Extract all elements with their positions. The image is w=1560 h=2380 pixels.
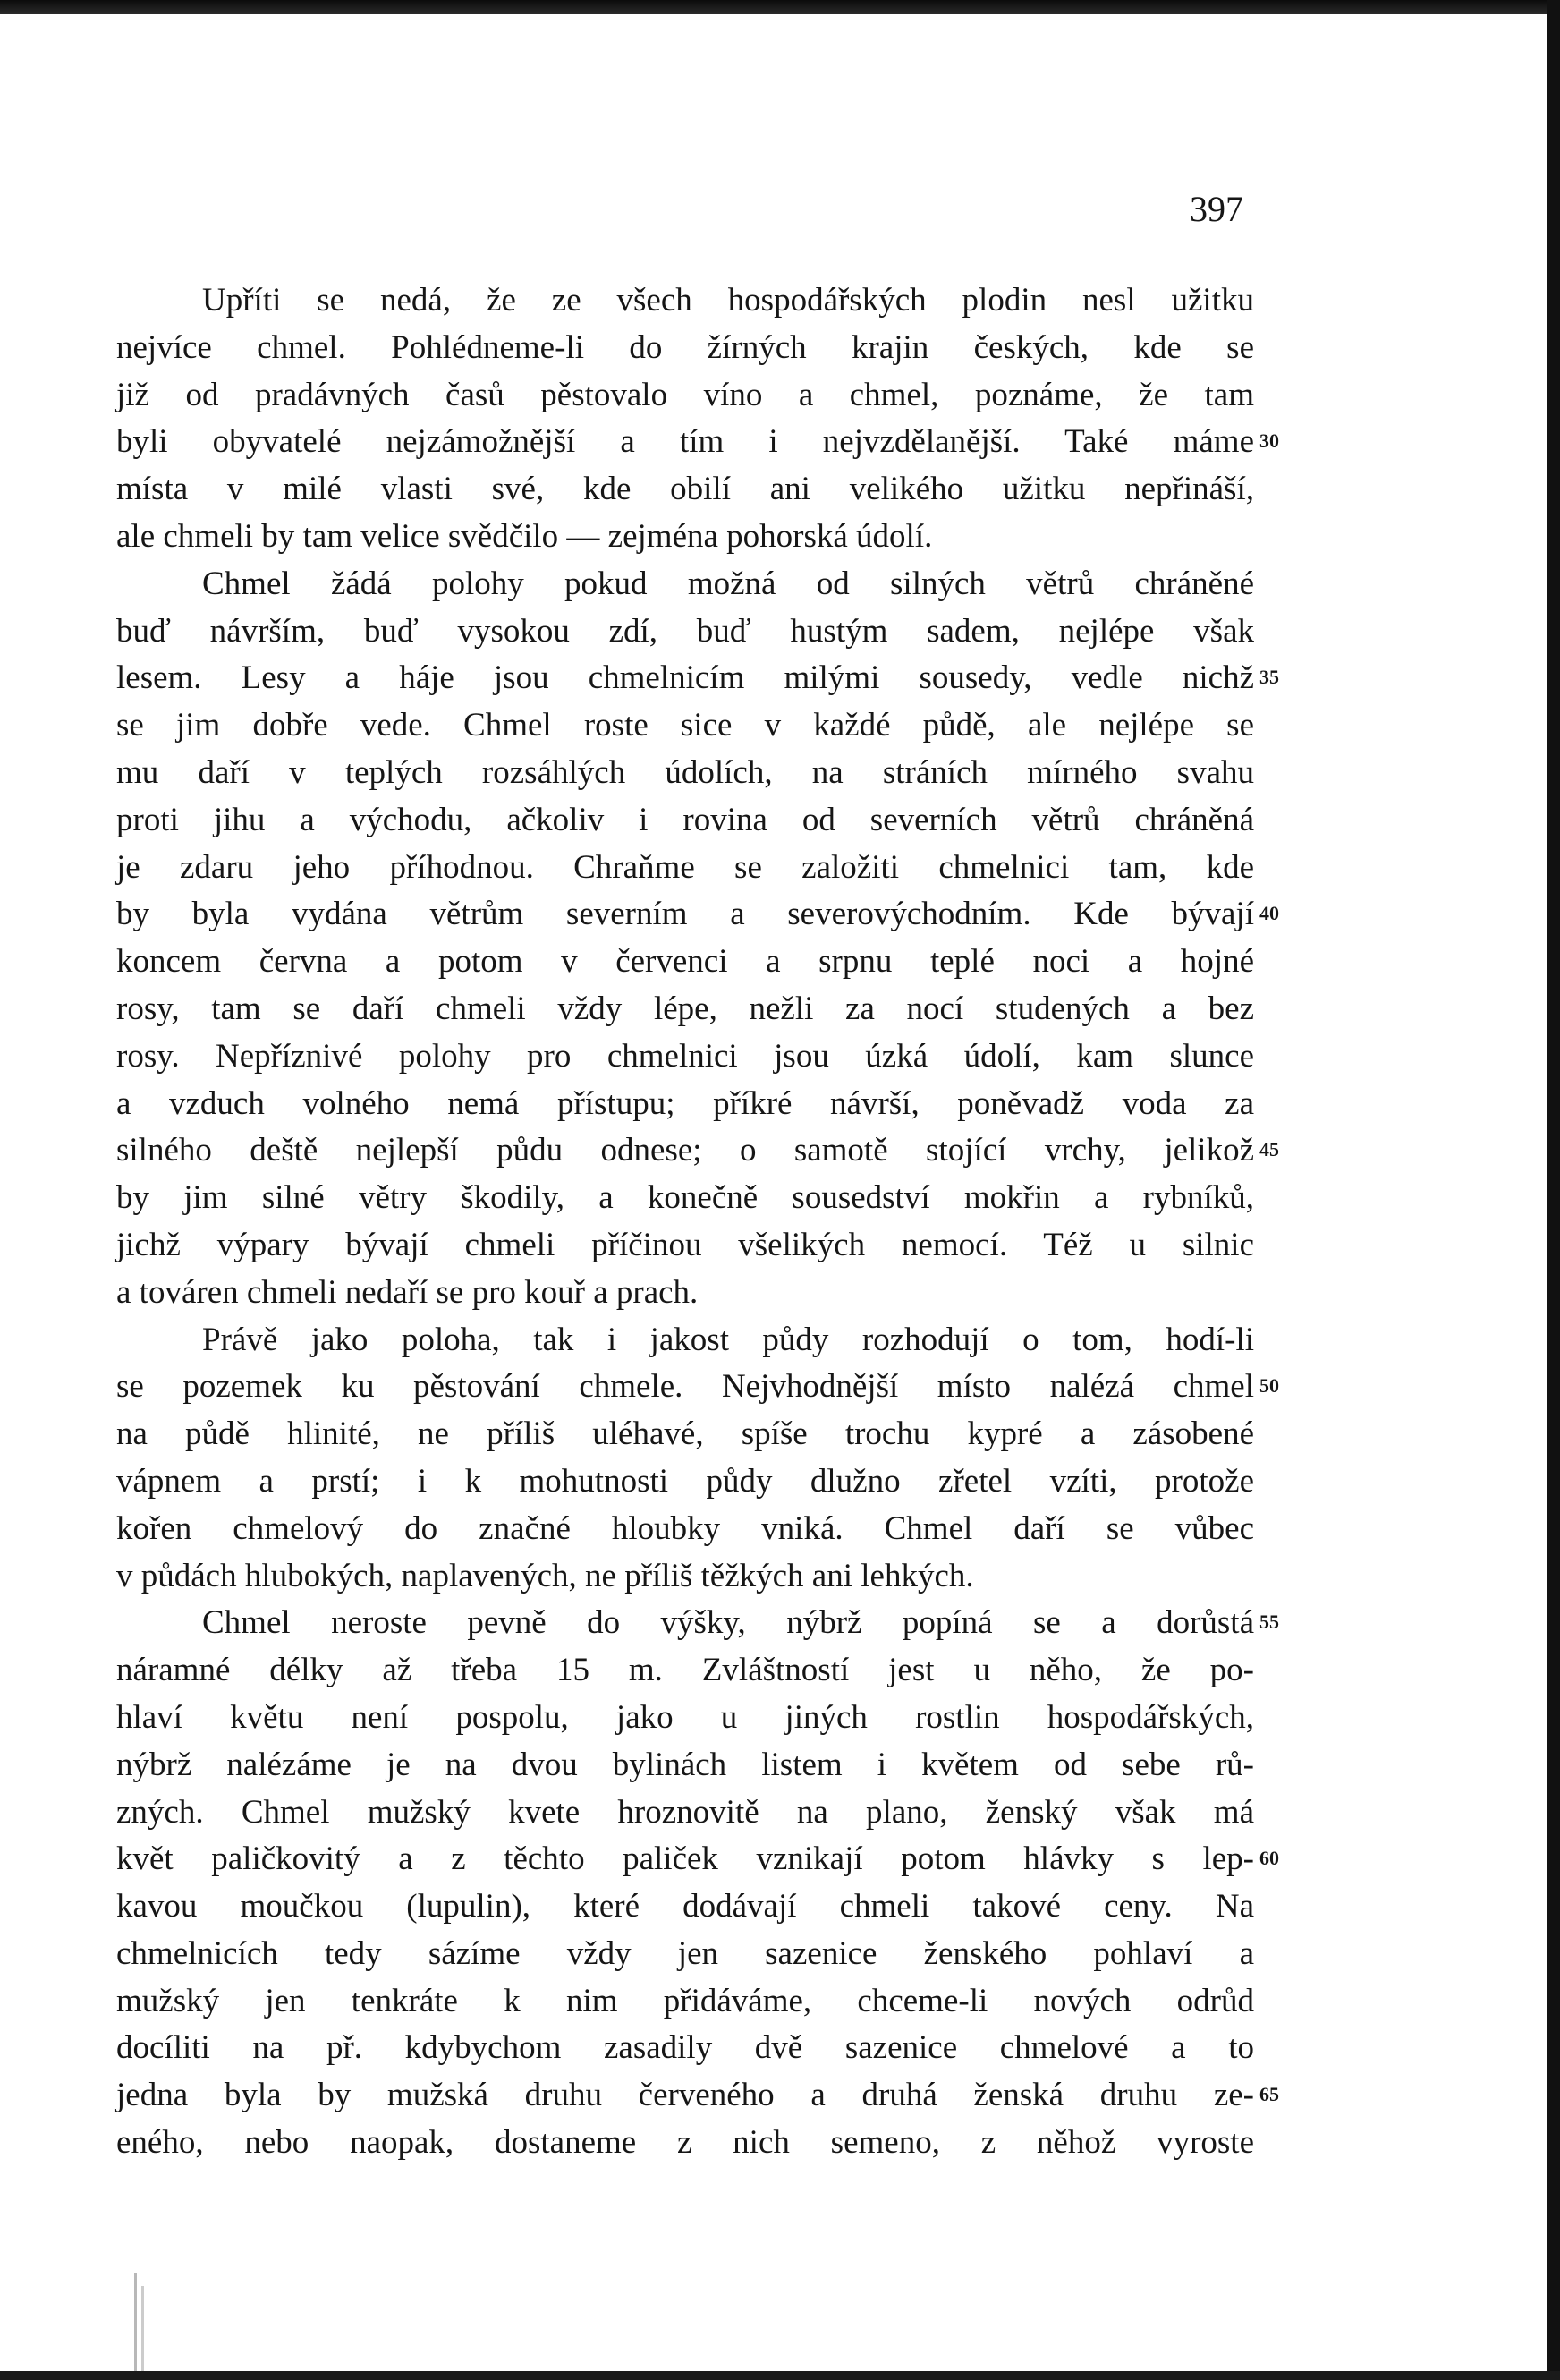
text-line <box>116 1081 1254 1128</box>
text-line <box>116 1270 1254 1317</box>
text-line <box>116 1127 1279 1175</box>
text-line <box>116 1600 1279 1647</box>
line-number-marker: 60 <box>1259 1847 1279 1870</box>
line-text: náramné délky až třeba 15 m. Zvláštností jest u něho, že po- <box>116 1652 1254 1689</box>
line-text: by byla vydána větrům severním a severovýchodním. Kde bývají <box>116 896 1254 933</box>
text-line <box>116 514 1254 561</box>
text-line <box>116 1931 1254 1978</box>
line-text: je zdaru jeho příhodnou. Chraňme se založiti chmelnici tam, kde <box>116 848 1254 886</box>
line-text: docíliti na př. kdybychom zasadily dvě sazenice chmelové a to <box>116 2029 1254 2067</box>
line-text: rosy, tam se daří chmeli vždy lépe, nežli za nocí studených a bez <box>116 990 1254 1027</box>
line-text: by jim silné větry škodily, a konečně sousedství mokřin a rybníků, <box>116 1179 1254 1217</box>
line-text: silného deště nejlepší půdu odnese; o samotě stojící vrchy, jelikož <box>116 1132 1254 1169</box>
line-text: na půdě hlinité, ne příliš uléhavé, spíše trochu kypré a zásobené <box>116 1415 1254 1453</box>
text-line <box>116 466 1254 514</box>
text-line <box>116 1458 1254 1506</box>
page-number: 397 <box>1190 189 1243 229</box>
text-line <box>116 1317 1254 1364</box>
text-line <box>116 702 1254 750</box>
line-number-marker: 55 <box>1259 1611 1279 1634</box>
text-line <box>116 419 1279 466</box>
text-line <box>116 608 1254 656</box>
text-line <box>116 561 1254 608</box>
scan-artifact <box>141 2286 144 2371</box>
line-text: a továren chmeli nedaří se pro kouř a prach. <box>116 1273 699 1311</box>
line-number-marker: 50 <box>1259 1374 1279 1398</box>
line-number-marker: 45 <box>1259 1138 1279 1161</box>
text-line <box>116 1033 1254 1081</box>
line-number-marker: 35 <box>1259 666 1279 689</box>
text-line <box>116 1836 1279 1883</box>
line-text: chmelnicích tedy sázíme vždy jen sazenice ženského pohlaví a <box>116 1934 1254 1972</box>
text-line <box>116 939 1254 986</box>
line-text: a vzduch volného nemá přístupu; příkré návrší, poněvadž voda za <box>116 1084 1254 1122</box>
text-line <box>116 750 1254 797</box>
line-text: byli obyvatelé nejzámožnější a tím i nejvzdělanější. Také máme <box>116 423 1254 461</box>
line-text: květ paličkovitý a z těchto paliček vznikají potom hlávky s lep- <box>116 1840 1254 1878</box>
text-line <box>116 1647 1254 1695</box>
scan-border-right <box>1547 0 1560 2380</box>
line-text: eného, nebo naopak, dostaneme z nich semeno, z něhož vyroste <box>116 2124 1254 2162</box>
line-number-marker: 65 <box>1259 2083 1279 2106</box>
line-number-marker: 30 <box>1259 429 1279 453</box>
text-line <box>116 1695 1254 1742</box>
line-text: proti jihu a východu, ačkoliv i rovina od severních větrů chráněná <box>116 801 1254 838</box>
text-line <box>116 372 1254 420</box>
text-line <box>116 1553 1254 1601</box>
line-text: ale chmeli by tam velice svědčilo — zejména pohorská údolí. <box>116 517 933 555</box>
line-text: koncem června a potom v červenci a srpnu teplé noci a hojné <box>116 943 1254 981</box>
text-line <box>116 277 1254 325</box>
text-line <box>116 797 1254 845</box>
line-text: již od pradávných časů pěstovalo víno a chmel, poznáme, že tam <box>116 376 1254 413</box>
line-text: buď návrším, buď vysokou zdí, buď hustým sadem, nejlépe však <box>116 612 1254 650</box>
line-text: Právě jako poloha, tak i jakost půdy rozhodují o tom, hodí-li <box>202 1321 1254 1358</box>
text-line <box>116 986 1254 1033</box>
text-line <box>116 1506 1254 1553</box>
text-line <box>116 1978 1254 2026</box>
line-text: místa v milé vlasti své, kde obilí ani velikého užitku nepřináší, <box>116 471 1254 508</box>
line-text: Chmel neroste pevně do výšky, nýbrž popíná se a dorůstá <box>202 1604 1254 1642</box>
scan-border-top <box>0 0 1560 14</box>
line-number-marker: 40 <box>1259 902 1279 925</box>
line-text: vápnem a prstí; i k mohutnosti půdy dlužno zřetel vzíti, protože <box>116 1462 1254 1500</box>
text-line <box>116 1411 1254 1458</box>
text-line <box>116 1175 1254 1222</box>
line-text: hlaví květu není pospolu, jako u jiných rostlin hospodářských, <box>116 1698 1254 1736</box>
line-text: kořen chmelový do značné hloubky vniká. Chmel daří se vůbec <box>116 1509 1254 1547</box>
line-text: nejvíce chmel. Pohlédneme-li do žírných krajin českých, kde se <box>116 328 1254 366</box>
text-line <box>116 2025 1254 2072</box>
line-text: zných. Chmel mužský kvete hroznovitě na plano, ženský však má <box>116 1793 1254 1831</box>
line-text: se jim dobře vede. Chmel roste sice v každé půdě, ale nejlépe se <box>116 707 1254 744</box>
line-text: nýbrž nalézáme je na dvou bylinách listem i květem od sebe rů- <box>116 1746 1254 1783</box>
text-line <box>116 1742 1254 1789</box>
text-line <box>116 1222 1254 1270</box>
line-text: se pozemek ku pěstování chmele. Nejvhodnější místo nalézá chmel <box>116 1368 1254 1406</box>
text-line <box>116 1883 1254 1931</box>
line-text: jichž výpary bývají chmeli příčinou všelikých nemocí. Též u silnic <box>116 1226 1254 1263</box>
scan-artifact <box>134 2273 137 2371</box>
line-text: lesem. Lesy a háje jsou chmelnicím milými sousedy, vedle nichž <box>116 659 1254 697</box>
line-text: Upříti se nedá, že ze všech hospodářských plodin nesl užitku <box>202 282 1254 319</box>
line-text: jedna byla by mužská druhu červeného a druhá ženská druhu ze- <box>116 2077 1254 2114</box>
text-line <box>116 655 1279 702</box>
text-line <box>116 1789 1254 1837</box>
line-text: mu daří v teplých rozsáhlých údolích, na stráních mírného svahu <box>116 753 1254 791</box>
line-text: Chmel žádá polohy pokud možná od silných větrů chráněné <box>202 565 1254 602</box>
text-line <box>116 891 1279 939</box>
text-line <box>116 845 1254 892</box>
text-line <box>116 2120 1254 2167</box>
line-text: v půdách hlubokých, naplavených, ne příliš těžkých ani lehkých. <box>116 1557 974 1594</box>
line-text: mužský jen tenkráte k nim přidáváme, chceme-li nových odrůd <box>116 1982 1254 2019</box>
line-text: kavou moučkou (lupulin), které dodávají chmeli takové ceny. Na <box>116 1888 1254 1925</box>
body-text <box>116 277 1279 2167</box>
scan-border-bottom <box>0 2371 1560 2380</box>
line-text: rosy. Nepříznivé polohy pro chmelnici jsou úzká údolí, kam slunce <box>116 1037 1254 1075</box>
text-line <box>116 1364 1279 1411</box>
text-line <box>116 2072 1279 2120</box>
text-line <box>116 325 1254 372</box>
